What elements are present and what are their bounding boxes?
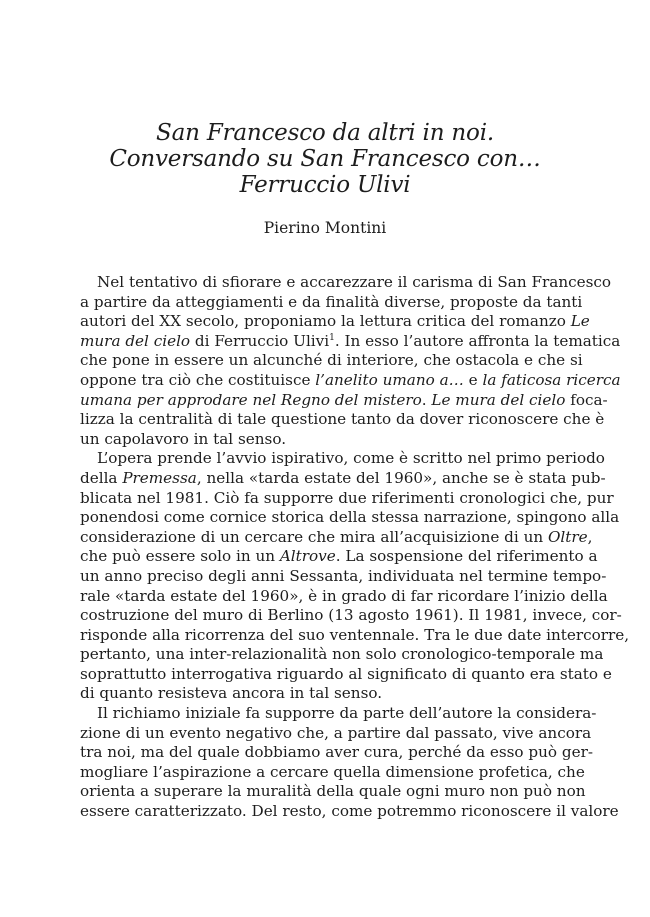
text-line: autori del XX secolo, proponiamo la lettura critica del romanzo Le xyxy=(80,312,590,331)
author-name: Pierino Montini xyxy=(263,219,387,237)
text-line: lizza la centralità di tale questione tanto da dover riconoscere che è xyxy=(80,410,605,429)
body-text xyxy=(80,273,630,822)
text-line: un anno preciso degli anni Sessanta, individuata nel termine tempo- xyxy=(80,566,607,585)
title-line-1: San Francesco da altri in noi. xyxy=(156,120,494,146)
text-line: considerazione di un cercare che mira all’acquisizione di un Oltre, xyxy=(80,527,593,546)
text-line: Nel tentativo di sfiorare e accarezzare il carisma di San Francesco xyxy=(97,273,612,291)
text-line: pertanto, una inter-relazionalità non solo cronologico-temporale ma xyxy=(80,645,604,664)
text-line: costruzione del muro di Berlino (13 agosto 1961). Il 1981, invece, cor- xyxy=(80,606,622,625)
text-line: di quanto resisteva ancora in tal senso. xyxy=(80,684,383,703)
text-line: soprattutto interrogativa riguardo al significato di quanto era stato e xyxy=(80,664,612,683)
text-line: che pone in essere un alcunché di interiore, che ostacola e che si xyxy=(80,351,583,370)
text-line: Il richiamo iniziale fa supporre da parte dell’autore la considera- xyxy=(97,704,597,723)
chapter-title xyxy=(80,120,570,198)
text-line: orienta a superare la muralità della quale ogni muro non può non xyxy=(80,782,586,801)
text-line: a partire da atteggiamenti e da finalità diverse, proposte da tanti xyxy=(80,292,583,311)
text-line: zione di un evento negativo che, a partire dal passato, vive ancora xyxy=(80,723,592,742)
text-line: che può essere solo in un Altrove. La sospensione del riferimento a xyxy=(80,547,598,566)
text-line: umana per approdare nel Regno del mistero. Le mura del cielo foca- xyxy=(80,390,608,409)
text-line: mura del cielo di Ferruccio Ulivi$^1$. In esso l’autore affronta la tematica xyxy=(80,331,621,350)
title-line-2: Conversando su San Francesco con… xyxy=(109,146,541,172)
text-line: risponde alla ricorrenza del suo ventennale. Tra le due date intercorre, xyxy=(80,625,630,644)
text-line: essere caratterizzato. Del resto, come potremmo riconoscere il valore xyxy=(80,802,619,821)
text-line: un capolavoro in tal senso. xyxy=(80,429,287,448)
text-line: blicata nel 1981. Ciò fa supporre due riferimenti cronologici che, pur xyxy=(80,488,614,507)
text-line: tra noi, ma del quale dobbiamo aver cura, perché da esso può ger- xyxy=(80,743,593,762)
text-line: ponendosi come cornice storica della stessa narrazione, spingono alla xyxy=(80,508,620,527)
title-line-3: Ferruccio Ulivi xyxy=(239,172,411,198)
text-line: L’opera prende l’avvio ispirativo, come è scritto nel primo periodo xyxy=(97,449,605,468)
text-line: oppone tra ciò che costituisce l’anelito umano a… e la faticosa ricerca xyxy=(80,370,621,389)
text-line: rale «tarda estate del 1960», è in grado di far ricordare l’inizio della xyxy=(80,586,608,605)
text-line: mogliare l’aspirazione a cercare quella dimensione profetica, che xyxy=(80,762,585,781)
text-line: della Premessa, nella «tarda estate del 1960», anche se è stata pub- xyxy=(80,468,606,487)
